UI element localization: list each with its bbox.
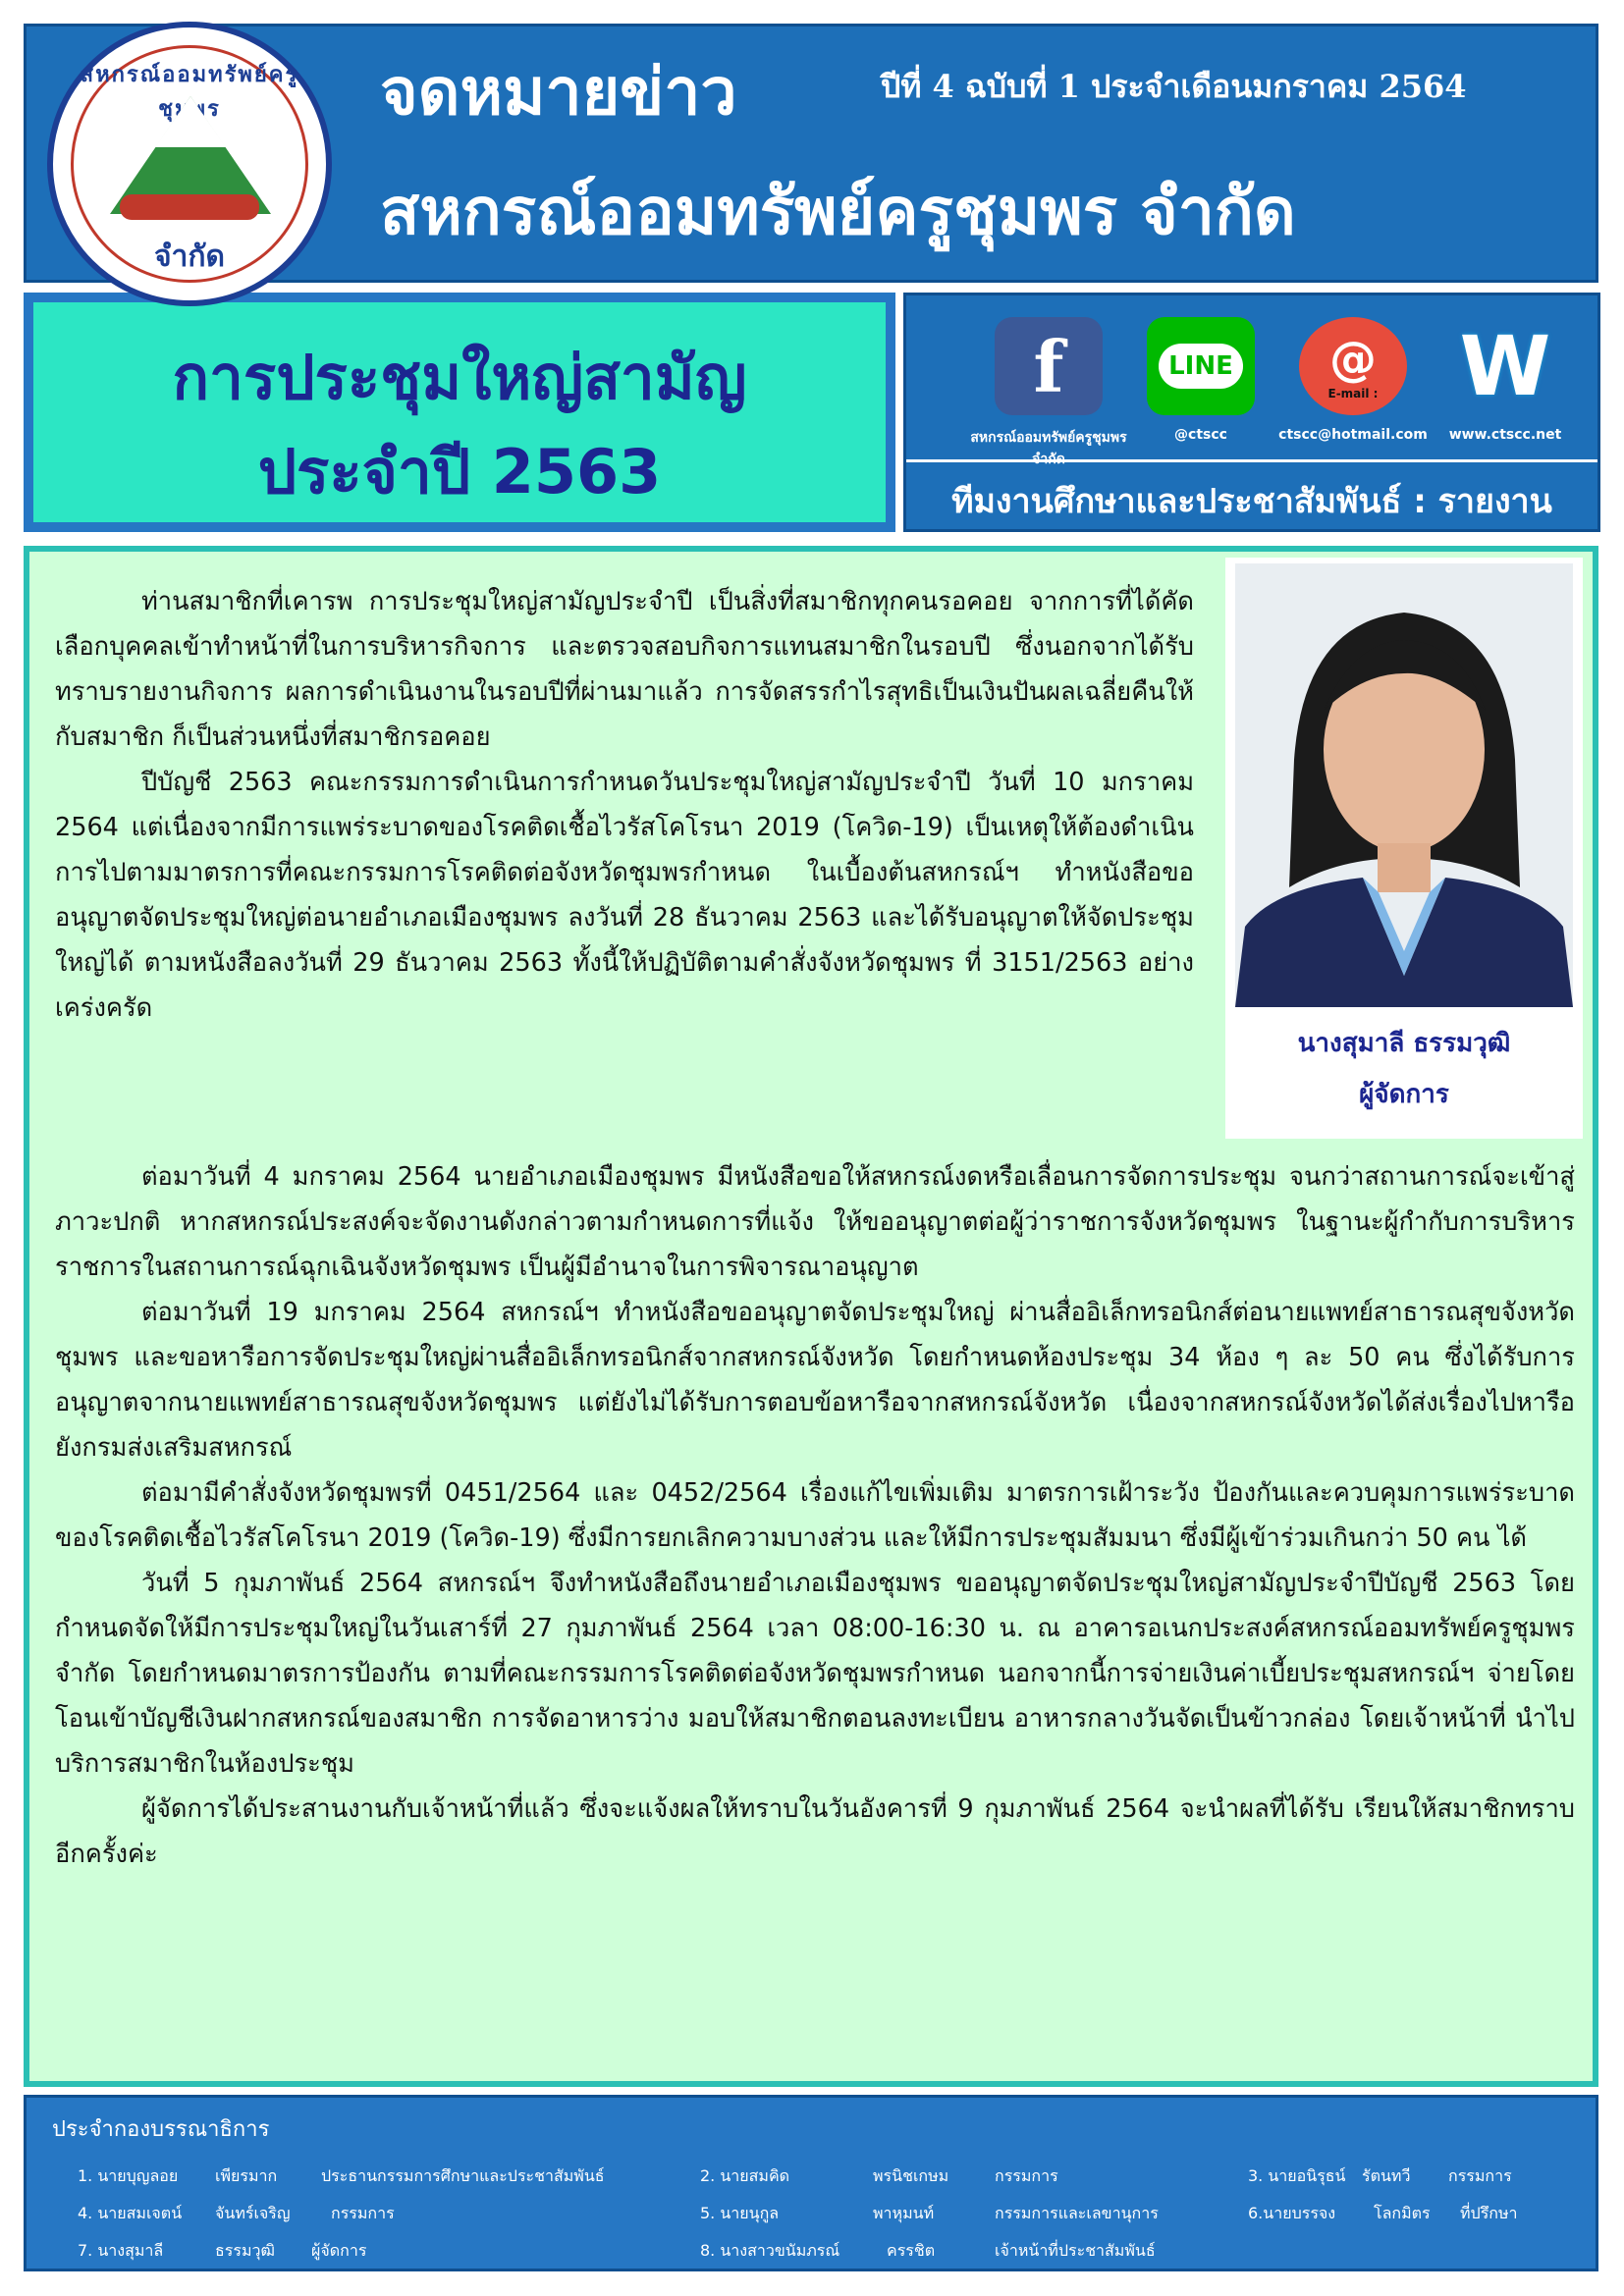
member-4-surname: จันทร์เจริญ: [215, 2204, 291, 2222]
member-5-role: กรรมการและเลขานุการ: [995, 2204, 1159, 2222]
email-icon[interactable]: [1299, 317, 1407, 415]
article-bottom-column: [55, 1154, 1575, 1877]
member-7-role: ผู้จัดการ: [311, 2241, 367, 2260]
logo-top-text: สหกรณ์ออมทรัพย์ครูชุมพร: [80, 63, 299, 122]
manager-name: นางสุมาลี ธรรมวุฒิ: [1297, 1029, 1511, 1058]
mountain-peak: [155, 96, 226, 147]
member-5-surname: พาหุมนท์: [873, 2204, 935, 2222]
social-icons-row: [906, 295, 1597, 467]
manager-position: ผู้จัดการ: [1359, 1080, 1449, 1109]
handshake-emblem: [120, 194, 259, 220]
line-caption: @ctscc: [1174, 427, 1227, 443]
social-box: [903, 293, 1600, 532]
manager-photo: [1235, 563, 1573, 1007]
article-paragraph-3: ต่อมาวันที่ 4 มกราคม 2564 นายอำเภอเมืองชุมพร มีหนังสือขอให้สหกรณ์งดหรือเลื่อนการจัดการประชุม จนกว่าสถานการณ์จะเข้าสู่ภาวะปกติ หากสหกรณ์ประสงค์จะจัดงานดังกล่าวตามกำหนดการที่แจ้ง ให้ขออนุญาตต่อผู้ว่าราชการจังหวัดชุมพร ในฐานะผู้กำกับการบริหารราชการในสถานการณ์ฉุกเฉินจังหวัดชุมพร เป็นผู้มีอำนาจในการพิจารณาอนุญาต: [55, 1162, 1575, 1282]
email-label: E-mail :: [1327, 387, 1379, 400]
website-icon[interactable]: [1451, 317, 1559, 415]
member-8-name: 8. นางสาวขนัมภรณ์: [700, 2241, 840, 2260]
line-icon[interactable]: [1147, 317, 1255, 415]
member-3-role: กรรมการ: [1448, 2166, 1512, 2185]
headline-box: [24, 293, 895, 532]
member-4-name: 4. นายสมเจตน์: [78, 2204, 183, 2222]
newsletter-title: จดหมายข่าว: [380, 54, 737, 130]
logo-bottom-text: จำกัด: [153, 240, 226, 274]
facebook-icon[interactable]: [995, 317, 1103, 415]
member-8-role: เจ้าหน้าที่ประชาสัมพันธ์: [995, 2241, 1156, 2260]
member-8-surname: ครรชิต: [887, 2241, 936, 2260]
facebook-glyph: f: [1033, 324, 1064, 408]
member-6-role: ที่ปรึกษา: [1460, 2204, 1518, 2222]
member-3-surname: รัตนทวี: [1362, 2166, 1411, 2185]
member-1-surname: เพียรมาก: [215, 2166, 278, 2185]
member-2-name: 2. นายสมคิด: [700, 2166, 790, 2185]
member-4-role: กรรมการ: [331, 2204, 395, 2222]
issue-info: ปีที่ 4 ฉบับที่ 1 ประจำเดือนมกราคม 2564: [881, 68, 1467, 105]
article-paragraph-6: วันที่ 5 กุมภาพันธ์ 2564 สหกรณ์ฯ จึงทำหนังสือถึงนายอำเภอเมืองชุมพร ขออนุญาตจัดประชุมใหญ่สามัญประจำปีบัญชี 2563 โดยกำหนดจัดให้มีการประชุมใหญ่ในวันเสาร์ที่ 27 กุมภาพันธ์ 2564 เวลา 08:00-16:30 น. ณ อาคารอเนกประสงค์สหกรณ์ออมทรัพย์ครูชุมพร จำกัด โดยกำหนดมาตรการป้องกัน ตามที่คณะกรรมการโรคติดต่อจังหวัดชุมพรกำหนด นอกจากนี้การจ่ายเงินค่าเบี้ยประชุมสหกรณ์ฯ จ่ายโดยโอนเข้าบัญชีเงินฝากสหกรณ์ของสมาชิก การจัดอาหารว่าง มอบให้สมาชิกตอนลงทะเบียน อาหารกลางวันจัดเป็นข้าวกล่อง โดยเจ้าหน้าที่ นำไปบริการสมาชิกในห้องประชุม: [55, 1569, 1575, 1779]
headline-line-1: การประชุมใหญ่สามัญ: [172, 342, 747, 413]
facebook-caption: สหกรณ์ออมทรัพย์ครูชุมพร จำกัด: [970, 430, 1127, 467]
article-paragraph-7: ผู้จัดการได้ประสานงานกับเจ้าหน้าที่แล้ว ซึ่งจะแจ้งผลให้ทราบในวันอังคารที่ 9 กุมภาพันธ์ 2564 จะนำผลที่ได้รับ เรียนให้สมาชิกทราบอีกครั้งค่ะ: [55, 1794, 1575, 1869]
member-2-role: กรรมการ: [995, 2166, 1058, 2185]
website-glyph: W: [1459, 318, 1551, 414]
article-paragraph-2: ปีบัญชี 2563 คณะกรรมการดำเนินการกำหนดวันประชุมใหญ่สามัญประจำปี วันที่ 10 มกราคม 2564 แต่เนื่องจากมีการแพร่ระบาดของโรคติดเชื้อไวรัสโคโรนา 2019 (โควิด-19) เป็นเหตุให้ต้องดำเนินการไปตามมาตรการที่คณะกรรมการโรคติดต่อจังหวัดชุมพรกำหนด ในเบื้องต้นสหกรณ์ฯ ทำหนังสือขออนุญาตจัดประชุมใหญ่ต่อนายอำเภอเมืองชุมพร ลงวันที่ 28 ธันวาคม 2563 และได้รับอนุญาตให้จัดประชุมใหญ่ได้ ตามหนังสือลงวันที่ 29 ธันวาคม 2563 ทั้งนี้ให้ปฏิบัติตามคำสั่งจังหวัดชุมพร ที่ 3151/2563 อย่างเคร่งครัด: [55, 768, 1194, 1023]
article-top-column: [55, 579, 1194, 1031]
member-5-name: 5. นายนุกูล: [700, 2204, 780, 2222]
manager-photo-card: [1225, 558, 1583, 1139]
member-7-name: 7. นางสุมาลี: [78, 2241, 164, 2260]
portrait-illustration: [1235, 563, 1573, 1007]
article-paragraph-4: ต่อมาวันที่ 19 มกราคม 2564 สหกรณ์ฯ ทำหนังสือขออนุญาตจัดประชุมใหญ่ ผ่านสื่ออิเล็กทรอนิกส์ต่อนายแพทย์สาธารณสุขจังหวัดชุมพร และขอหารือการจัดประชุมใหญ่ผ่านสื่ออิเล็กทรอนิกส์จากสหกรณ์จังหวัด โดยกำหนดห้องประชุม 34 ห้อง ๆ ละ 50 คน ซึ่งได้รับการอนุญาตจากนายแพทย์สาธารณสุขจังหวัดชุมพร แต่ยังไม่ได้รับการตอบข้อหารือจากสหกรณ์จังหวัด เนื่องจากสหกรณ์จังหวัดได้ส่งเรื่องไปหารือยังกรมส่งเสริมสหกรณ์: [55, 1298, 1575, 1463]
editorial-board: [24, 2095, 1598, 2271]
member-1-name: 1. นายบุญลอย: [78, 2166, 179, 2185]
website-caption: www.ctscc.net: [1448, 427, 1562, 443]
member-7-surname: ธรรมวุฒิ: [215, 2241, 275, 2260]
reporter-credit: ทีมงานศึกษาและประชาสัมพันธ์ : รายงาน: [951, 482, 1552, 521]
member-6-name: 6.นายบรรจง: [1248, 2204, 1336, 2222]
email-glyph: @: [1329, 332, 1377, 387]
organization-name: สหกรณ์ออมทรัพย์ครูชุมพร จำกัด: [380, 174, 1296, 249]
member-6-surname: โลกมิตร: [1374, 2204, 1431, 2222]
headline-line-2: ประจำปี 2563: [257, 436, 662, 507]
article-paragraph-1: ท่านสมาชิกที่เคารพ การประชุมใหญ่สามัญประจำปี เป็นสิ่งที่สมาชิกทุกคนรอคอย จากการที่ได้คัดเลือกบุคคลเข้าทำหน้าที่ในการบริหารกิจการ และตรวจสอบกิจการแทนสมาชิกในรอบปี ซึ่งนอกจากได้รับทราบรายงานกิจการ ผลการดำเนินงานในรอบปีที่ผ่านมาแล้ว การจัดสรรกำไรสุทธิเป็นเงินปันผลเฉลี่ยคืนให้กับสมาชิก ก็เป็นส่วนหนึ่งที่สมาชิกรอคอย: [55, 587, 1194, 752]
email-caption: ctscc@hotmail.com: [1278, 427, 1428, 443]
cooperative-logo: [47, 22, 332, 306]
article-paragraph-5: ต่อมามีคำสั่งจังหวัดชุมพรที่ 0451/2564 และ 0452/2564 เรื่องแก้ไขเพิ่มเติม มาตรการเฝ้าระวัง ป้องกันและควบคุมการแพร่ระบาดของโรคติดเชื้อไวรัสโคโรนา 2019 (โควิด-19) ซึ่งมีการยกเลิกความบางส่วน และให้มีการประชุมสัมมนา ซึ่งมีผู้เข้าร่วมเกินกว่า 50 คน ได้: [55, 1478, 1575, 1553]
member-2-surname: พรนิชเกษม: [873, 2166, 949, 2185]
member-1-role: ประธานกรรมการศึกษาและประชาสัมพันธ์: [321, 2166, 605, 2185]
editorial-board-title: ประจำกองบรรณาธิการ: [52, 2117, 270, 2142]
line-glyph: LINE: [1159, 344, 1243, 389]
member-3-name: 3. นายอนิรุธน์: [1248, 2166, 1346, 2185]
